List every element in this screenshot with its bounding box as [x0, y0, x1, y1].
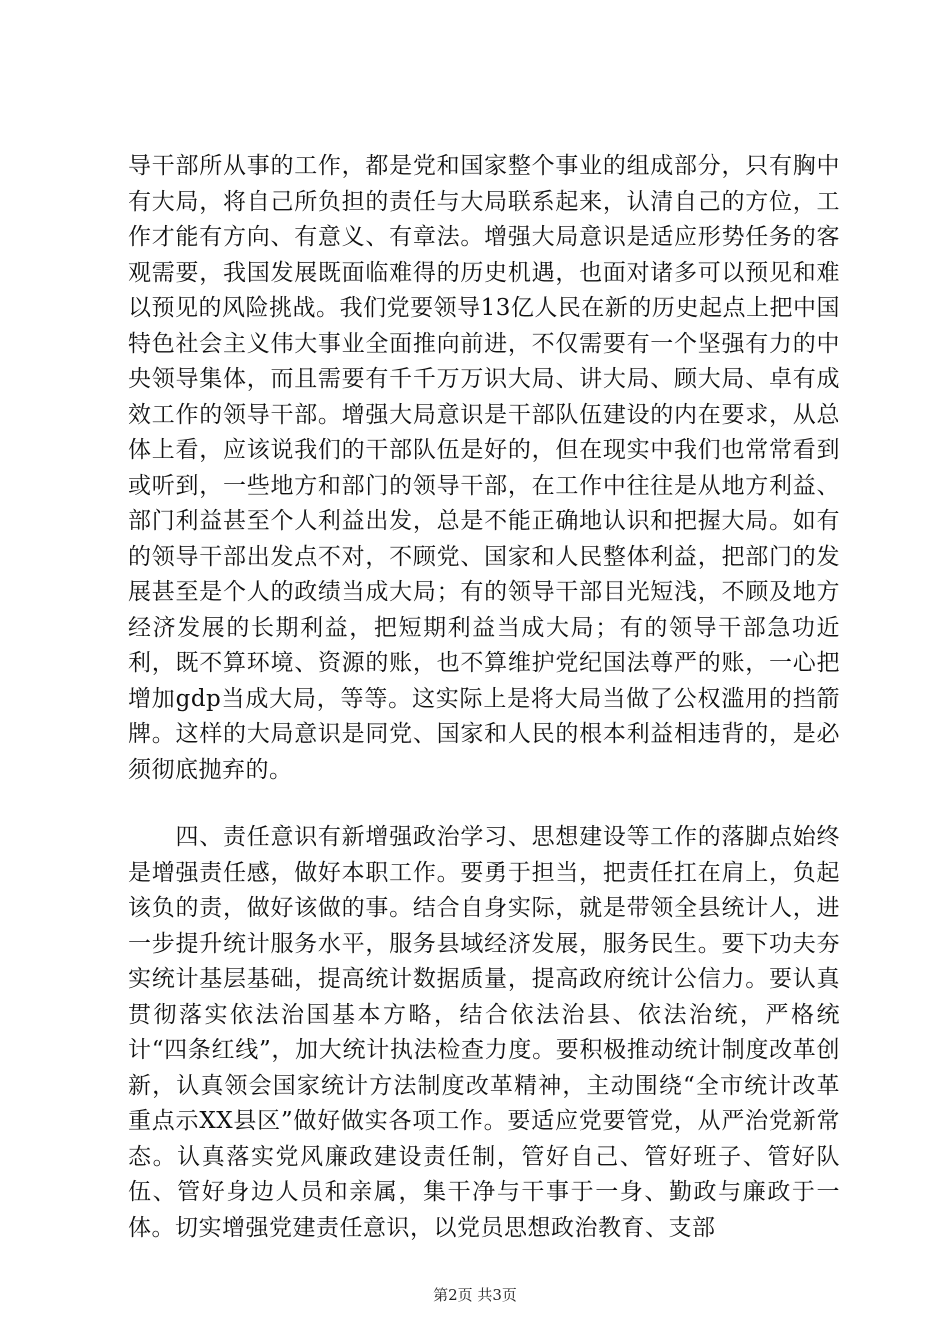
paragraph-2: 四、责任意识有新增强政治学习、思想建设等工作的落脚点始终是增强责任感，做好本职工作。要勇于担当，把责任扛在肩上，负起该负的责，做好该做的事。结合自身实际，就是带领全县统计人，进一步提升统计服务水平，服务县域经济发展，服务民生。要下功夫夯实统计基层基础，提高统计数据质量，提高政府统计公信力。要认真贯彻落实依法治国基本方略，结合依法治县、依法治统，严格统计“四条红线”，加大统计执法检查力度。要积极推动统计制度改革创新，认真领会国家统计方法制度改革精神，主动围绕“全市统计改革重点示XX县区”做好做实各项工作。要适应党要管党，从严治党新常态。认真落实党风廉政建设责任制，管好自己、管好班子、管好队伍、管好身边人员和亲属，集干净与干事于一身、勤政与廉政于一体。切实增强党建责任意识，以党员思想政治教育、支部 — [128, 824, 840, 1241]
document-body — [128, 149, 840, 1246]
page-number: 第2页 共3页 — [433, 1286, 517, 1304]
paragraph-1: 导干部所从事的工作，都是党和国家整个事业的组成部分，只有胸中有大局，将自己所负担的责任与大局联系起来，认清自己的方位，工作才能有方向、有意义、有章法。增强大局意识是适应形势任务的客观需要，我国发展既面临难得的历史机遇，也面对诸多可以预见和难以预见的风险挑战。我们党要领导13亿人民在新的历史起点上把中国特色社会主义伟大事业全面推向前进，不仅需要有一个坚强有力的中央领导集体，而且需要有千千万万识大局、讲大局、顾大局、卓有成效工作的领导干部。增强大局意识是干部队伍建设的内在要求，从总体上看，应该说我们的干部队伍是好的，但在现实中我们也常常看到或听到，一些地方和部门的领导干部，在工作中往往是从地方利益、部门利益甚至个人利益出发，总是不能正确地认识和把握大局。如有的领导干部出发点不对，不顾党、国家和人民整体利益，把部门的发展甚至是个人的政绩当成大局；有的领导干部目光短浅，不顾及地方经济发展的长期利益，把短期利益当成大局；有的领导干部急功近利，既不算环境、资源的账，也不算维护党纪国法尊严的账，一心把增加gdp当成大局，等等。这实际上是将大局当做了公权滥用的挡箭牌。这样的大局意识是同党、国家和人民的根本利益相违背的，是必须彻底抛弃的。 — [128, 153, 840, 783]
